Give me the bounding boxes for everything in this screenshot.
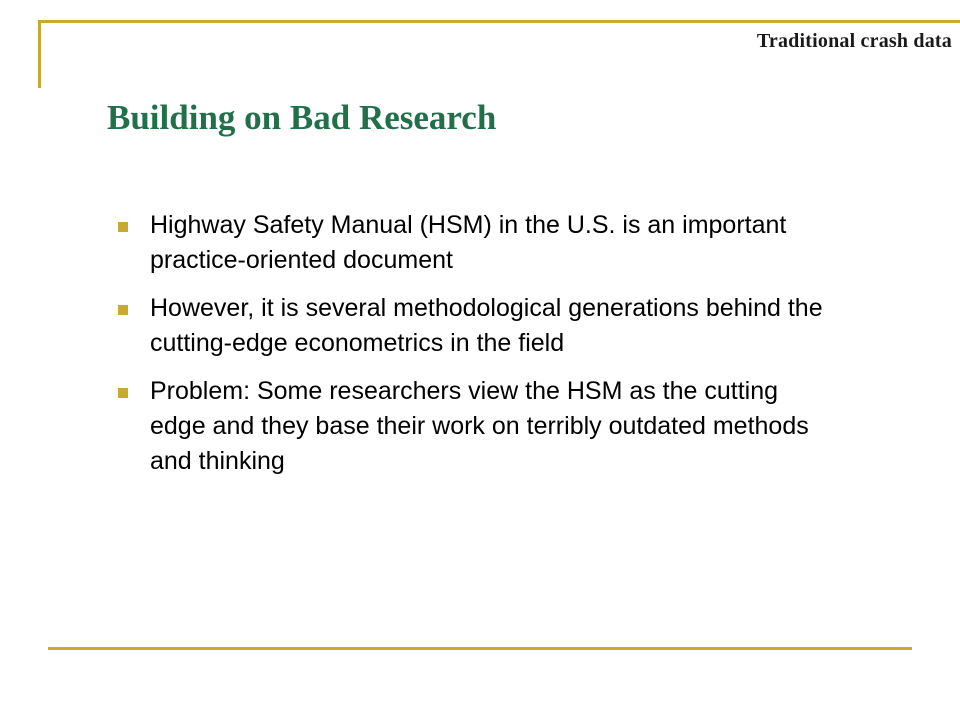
square-bullet-icon <box>118 305 128 315</box>
slide-frame-top-rule <box>40 20 960 23</box>
bullet-text: Highway Safety Manual (HSM) in the U.S. is an important practice-oriented document <box>150 211 787 274</box>
slide-frame-bottom-rule <box>48 647 912 650</box>
bullet-item <box>118 291 838 361</box>
bullet-text: However, it is several methodological generations behind the cutting-edge econometrics in the field <box>150 294 823 357</box>
square-bullet-icon <box>118 222 128 232</box>
bullet-list <box>118 208 838 492</box>
bullet-text: Problem: Some researchers view the HSM as the cutting edge and they base their work on terribly outdated methods and thinking <box>150 377 809 475</box>
bullet-item <box>118 208 838 278</box>
square-bullet-icon <box>118 388 128 398</box>
bullet-item <box>118 374 838 479</box>
slide-frame-left-rule <box>38 20 41 88</box>
section-tag: Traditional crash data <box>756 30 952 52</box>
slide-title: Building on Bad Research <box>107 98 497 137</box>
